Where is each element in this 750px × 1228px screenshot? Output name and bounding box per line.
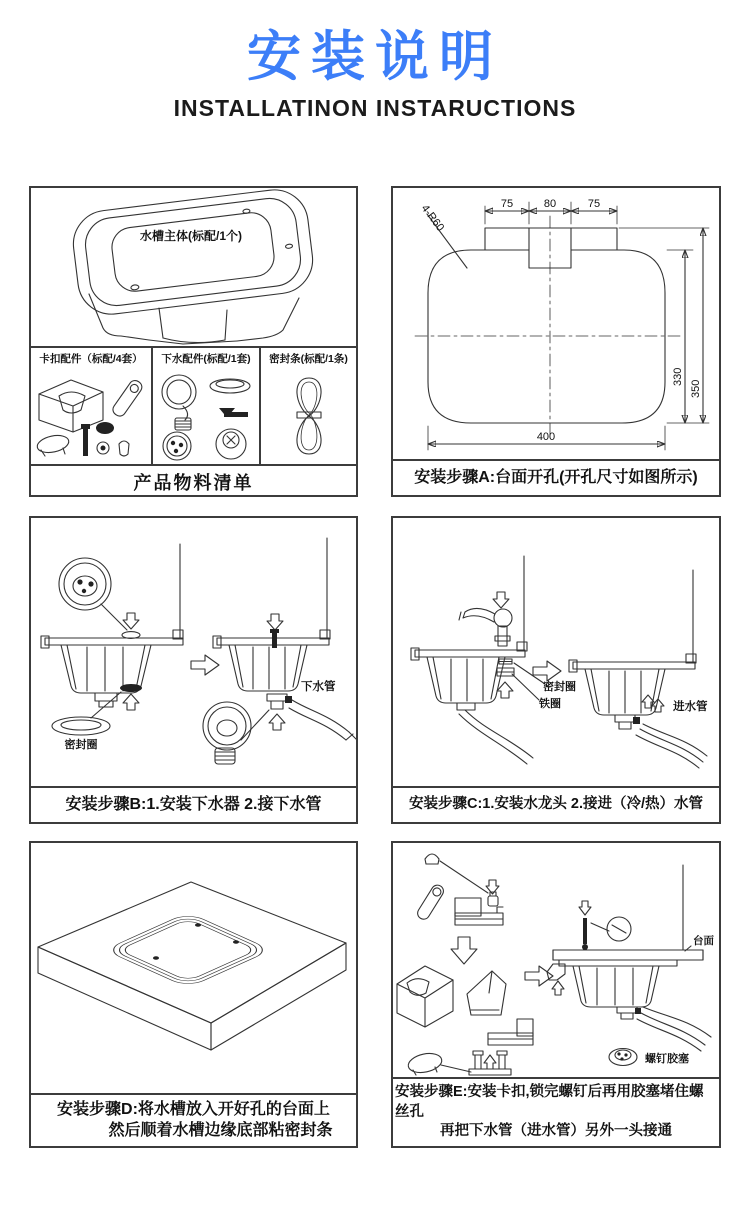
drain-parts-drawing <box>153 366 259 464</box>
seal-col-label: 密封条(标配/1条) <box>269 353 348 365</box>
countertop-drawing <box>31 843 356 1093</box>
seal-ring-label-c: 密封圈 <box>543 681 576 693</box>
panel-step-b <box>29 516 358 824</box>
step-b-drawing <box>31 518 356 786</box>
cutout-drawing <box>393 188 719 459</box>
panel-step-d <box>29 841 358 1148</box>
inlet-pipe-label: 进水管 <box>673 701 708 713</box>
parts-grid <box>31 346 356 464</box>
caption-step-a-text: 安装步骤A:台面开孔(开孔尺寸如图所示) <box>414 469 698 487</box>
screw-plug-label: 螺钉胶塞 <box>645 1053 689 1065</box>
parts-col-seal <box>259 348 356 464</box>
faucet-install-drawing <box>393 518 719 786</box>
caption-materials-text: 产品物料清单 <box>133 472 254 493</box>
countertop-label: 台面 <box>693 935 714 947</box>
sink-body-label: 水槽主体(标配/1个) <box>139 229 243 243</box>
seal-ring-label: 密封圈 <box>64 739 98 751</box>
panel-step-a <box>391 186 721 497</box>
drain-install-drawing <box>31 518 356 786</box>
caption-step-b <box>31 786 356 822</box>
dim-350: 350 <box>690 379 702 398</box>
caption-step-d <box>31 1093 356 1146</box>
step-c-drawing <box>393 518 719 786</box>
header <box>0 28 750 122</box>
caption-step-c-text: 安装步骤C:1.安装水龙头 2.接进（冷/热）水管 <box>408 796 704 813</box>
dim-400: 400 <box>536 431 556 443</box>
seal-strip-drawing <box>261 366 356 464</box>
dim-75-right: 75 <box>587 198 601 210</box>
clip-parts-drawing <box>31 366 150 464</box>
step-e-drawing <box>393 843 719 1077</box>
parts-col-clips <box>31 348 151 464</box>
caption-step-e-line1: 安装步骤E:安装卡扣,锁完螺钉后再用胶塞堵住螺丝孔 <box>395 1084 704 1120</box>
dim-80: 80 <box>543 198 557 210</box>
panel-step-e <box>391 841 721 1148</box>
drain-col-label: 下水配件(标配/1套) <box>161 353 251 365</box>
caption-step-a <box>393 459 719 495</box>
clip-install-drawing <box>393 843 719 1077</box>
caption-step-d-line1: 安装步骤D:将水槽放入开好孔的台面上 <box>57 1100 330 1118</box>
clips-col-label: 卡扣配件（标配/4套） <box>39 353 143 365</box>
panel-step-c <box>391 516 721 824</box>
iron-ring-label: 铁圈 <box>539 698 561 710</box>
caption-step-b-text: 安装步骤B:1.安装下水器 2.接下水管 <box>65 796 322 814</box>
caption-step-e <box>393 1077 719 1146</box>
caption-step-c <box>393 786 719 822</box>
caption-step-d-line2: 然后顺着水槽边缘底部粘密封条 <box>108 1122 333 1140</box>
dim-330: 330 <box>672 367 684 386</box>
sink-body-illustration <box>31 188 356 346</box>
page-subtitle: INSTALLATINON INSTARUCTIONS <box>173 95 577 122</box>
cutout-dimension-drawing <box>393 188 719 459</box>
sink-isometric-drawing <box>31 188 356 346</box>
step-d-drawing <box>31 843 356 1092</box>
panel-materials <box>29 186 358 497</box>
drain-pipe-label: 下水管 <box>301 681 336 693</box>
caption-step-e-line2: 再把下水管（进水管）另外一头接通 <box>440 1123 672 1140</box>
dim-corner-radius: 4-R60 <box>418 202 447 234</box>
parts-col-drain <box>151 348 259 464</box>
dim-75-left: 75 <box>500 198 514 210</box>
page-title: 安装说明 <box>247 27 503 87</box>
caption-materials <box>31 464 356 500</box>
